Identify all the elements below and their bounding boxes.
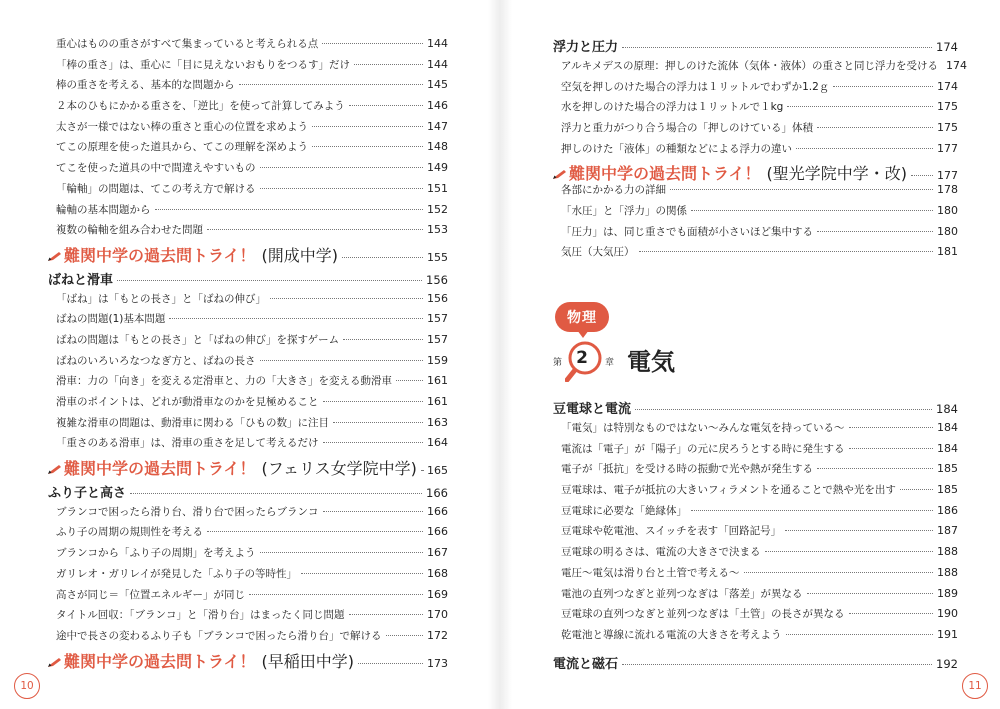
toc-trial-entry	[48, 649, 448, 670]
toc-entry-title: 複雑な滑車の問題は、動滑車に関わる「ひもの数」に注目	[56, 416, 329, 429]
toc-page-number: 159	[427, 353, 448, 367]
toc-entry-title: 太さが一様ではない棒の重さと重心の位置を求めよう	[56, 120, 308, 133]
pencil-icon	[48, 252, 61, 261]
toc-entry-title: 「圧力」は、同じ重さでも面積が小さいほど集中する	[561, 225, 813, 238]
toc-left-column	[48, 36, 448, 669]
toc-page-number: 172	[427, 628, 448, 642]
toc-entry	[48, 628, 448, 649]
toc-entry	[553, 79, 958, 100]
toc-entry	[48, 373, 448, 394]
dot-leader	[323, 511, 424, 512]
trial-label: 難関中学の過去問トライ！	[64, 245, 256, 265]
dot-leader	[691, 210, 933, 211]
toc-page-number: 184	[937, 421, 958, 434]
dot-leader	[260, 552, 424, 553]
toc-entry	[553, 244, 958, 265]
toc-entry-title	[48, 243, 338, 266]
toc-entry-title: 豆電球の明るさは、電流の大きさで決まる	[561, 546, 761, 559]
dot-leader	[849, 613, 934, 614]
toc-page-number: 185	[937, 483, 958, 497]
toc-page-number: 167	[427, 546, 448, 560]
page-number-left: 10	[14, 673, 40, 699]
toc-entry-title: タイトル回収：「ブランコ」と「滑り台」はまったく同じ問題	[56, 609, 345, 622]
toc-entry-title: ふり子と高さ	[48, 485, 127, 501]
toc-page-number: 155	[427, 250, 448, 264]
toc-entry-title: 押しのけた「液体」の種類などによる浮力の違い	[561, 142, 792, 155]
dot-leader	[312, 146, 423, 147]
toc-page-number: 168	[427, 566, 448, 580]
trial-school: (早稲田中学)	[261, 651, 355, 671]
dot-leader	[817, 231, 933, 232]
toc-page-number: 151	[427, 181, 448, 195]
toc-page-number: 181	[937, 245, 958, 259]
dot-leader	[343, 339, 423, 340]
toc-entry-title: ふり子の周期の規則性を考える	[56, 526, 203, 539]
toc-entry-title: ブランコで困ったら滑り台、滑り台で困ったらブランコ	[56, 505, 319, 518]
toc-page-number: 166	[427, 504, 448, 518]
toc-entry-title: 輪軸の基本問題から	[56, 203, 151, 216]
trial-school: (聖光学院中学・改)	[766, 164, 908, 184]
toc-entry	[553, 482, 958, 503]
dot-leader	[849, 427, 934, 428]
toc-entry	[48, 139, 448, 160]
toc-page-number: 147	[427, 119, 448, 133]
toc-page-number: 161	[427, 395, 448, 408]
toc-entry-title: 高さが同じ＝「位置エネルギー」が同じ	[56, 588, 245, 601]
toc-entry-title: 「電気」は特別なものではない〜みんな電気を持っている〜	[561, 422, 845, 434]
dot-leader	[260, 360, 424, 361]
toc-entry	[553, 224, 958, 245]
toc-page-number: 174	[936, 40, 958, 54]
toc-entry-title	[48, 649, 354, 672]
badge-tail	[577, 330, 589, 338]
chapter-number: 2	[576, 348, 588, 368]
toc-trial-entry	[48, 243, 448, 264]
toc-entry-title: ばねのいろいろなつなぎ方と、ばねの長さ	[56, 354, 256, 367]
chapter-badge: 物理	[555, 302, 609, 332]
toc-page-number: 174	[937, 79, 958, 93]
toc-page-number: 187	[937, 524, 958, 538]
toc-page-number: 174	[945, 59, 967, 72]
trial-school: (フェリス女学院中学)	[261, 459, 417, 479]
dot-leader	[807, 593, 934, 594]
dot-leader	[155, 209, 424, 210]
page-number-right: 11	[962, 673, 988, 699]
chapter-title: 電気	[627, 348, 675, 376]
toc-entry-title: てこの原理を使った道具から、てこの理解を深めよう	[56, 141, 308, 154]
toc-page-number: 156	[426, 272, 448, 287]
chapter-heading	[553, 300, 853, 385]
toc-entry-title: 電流は「電子」が「陽子」の元に戻ろうとする時に発生する	[561, 442, 845, 455]
toc-entry	[553, 627, 958, 648]
dot-leader	[386, 635, 424, 636]
toc-page-number: 180	[937, 224, 958, 238]
dot-leader	[358, 663, 423, 664]
toc-page-number: 148	[427, 140, 448, 154]
dot-leader	[130, 493, 422, 494]
toc-page-number: 175	[937, 121, 958, 135]
toc-entry	[48, 311, 448, 332]
toc-trial-entry	[553, 161, 958, 182]
toc-entry	[553, 203, 958, 224]
toc-page-number: 166	[426, 485, 448, 500]
toc-section-heading	[48, 482, 448, 504]
toc-entry-title: 電池の直列つなぎと並列つなぎは「落差」が異なる	[561, 587, 803, 600]
toc-page-number: 173	[427, 656, 448, 670]
toc-page-number: 191	[937, 627, 958, 641]
toc-entry	[48, 394, 448, 415]
dot-leader	[354, 64, 423, 65]
dot-leader	[849, 448, 934, 449]
toc-entry-title: 浮力と重力がつり合う場合の「押しのけている」体積	[561, 122, 813, 135]
toc-page-number: 156	[427, 291, 448, 305]
dot-leader	[785, 530, 933, 531]
toc-page-number: 149	[427, 161, 448, 175]
page-gutter	[488, 0, 512, 709]
toc-page-number: 186	[937, 503, 958, 517]
toc-entry	[553, 58, 967, 79]
toc-entry	[553, 544, 958, 565]
toc-entry-title: 電圧〜電気は滑り台と土管で考える〜	[561, 566, 740, 579]
dot-leader	[670, 189, 933, 190]
toc-entry	[48, 222, 448, 243]
trial-school: (開成中学)	[261, 245, 339, 265]
toc-entry-title: 豆電球に必要な「絶縁体」	[561, 504, 687, 517]
toc-entry	[48, 98, 448, 119]
dot-leader	[260, 167, 424, 168]
toc-entry	[48, 435, 448, 456]
toc-page-number: 163	[427, 415, 448, 429]
pencil-icon	[553, 170, 566, 179]
toc-entry-title: 浮力と圧力	[553, 40, 619, 55]
toc-entry	[553, 182, 958, 203]
toc-entry-title: 電流と磁石	[553, 656, 619, 672]
toc-page-number: 152	[427, 202, 448, 216]
dot-leader	[911, 175, 933, 176]
toc-page-number: 161	[427, 374, 448, 388]
trial-label: 難関中学の過去問トライ！	[64, 651, 256, 671]
toc-section-heading	[553, 398, 958, 420]
toc-entry-title: 滑車のポイントは、どれが動滑車なのかを見極めること	[56, 396, 319, 408]
toc-entry-title: 気圧（大気圧）	[561, 246, 635, 259]
toc-entry-title: 「輪軸」の問題は、てこの考え方で解ける	[56, 182, 256, 195]
toc-entry	[48, 160, 448, 181]
toc-right-top-column	[553, 36, 967, 265]
toc-section-heading	[48, 269, 448, 291]
dot-leader	[312, 126, 423, 127]
toc-entry-title: 豆電球の直列つなぎと並列つなぎは「土管」の長さが異なる	[561, 608, 845, 621]
toc-entry-title: 「水圧」と「浮力」の関係	[561, 204, 687, 217]
dot-leader	[833, 86, 933, 87]
dot-leader	[787, 106, 933, 107]
toc-page-number: 180	[937, 203, 958, 217]
toc-entry	[553, 461, 958, 482]
toc-entry	[553, 523, 958, 544]
toc-page-number: 177	[937, 169, 958, 183]
toc-entry-title: アルキメデスの原理：押しのけた流体（気体・液体）の重さと同じ浮力を受ける	[561, 60, 938, 72]
toc-page-number: 165	[427, 464, 448, 478]
toc-page-number: 175	[937, 100, 958, 114]
toc-page-number: 164	[427, 436, 448, 450]
toc-entry-title: 各部にかかる力の詳細	[561, 184, 666, 197]
toc-entry	[48, 524, 448, 545]
dot-leader	[639, 251, 934, 252]
toc-entry-title: 複数の輪軸を組み合わせた問題	[56, 224, 203, 237]
chapter-prefix: 第	[553, 358, 563, 368]
toc-entry	[48, 36, 448, 57]
toc-entry	[48, 353, 448, 374]
toc-entry-title: 「棒の重さ」は、重心に「目に見えないおもりをつるす」だけ	[56, 58, 350, 71]
dot-leader	[349, 105, 423, 106]
dot-leader	[421, 470, 423, 471]
toc-entry-title: ばねの問題(1)基本問題	[56, 313, 166, 326]
toc-page-number: 169	[427, 587, 448, 601]
trial-label: 難関中学の過去問トライ！	[569, 164, 761, 184]
toc-page-number: 188	[937, 545, 958, 559]
dot-leader	[270, 298, 423, 299]
toc-right-bottom-column	[553, 398, 958, 675]
pencil-icon	[48, 658, 61, 667]
toc-entry-title: 途中で長さの変わるふり子も「ブランコで困ったら滑り台」で解ける	[56, 629, 382, 642]
toc-entry-title: 棒の重さを考える、基本的な問題から	[56, 79, 235, 92]
toc-entry-title: 「重さのある滑車」は、滑車の重さを足して考えるだけ	[56, 437, 319, 450]
toc-page-number: 188	[937, 565, 958, 579]
dot-leader	[817, 127, 933, 128]
toc-page-number: 144	[427, 37, 448, 50]
dot-leader	[342, 257, 423, 258]
toc-page-number: 153	[427, 223, 448, 237]
dot-leader	[900, 489, 933, 490]
dot-leader	[796, 148, 933, 149]
toc-entry	[553, 565, 958, 586]
toc-page-number: 170	[427, 608, 448, 622]
toc-page-number: 145	[427, 78, 448, 92]
dot-leader	[622, 664, 932, 665]
toc-entry	[48, 415, 448, 436]
toc-entry-title: 乾電池と導線に流れる電流の大きさを考えよう	[561, 628, 782, 641]
toc-page-number: 189	[937, 586, 958, 600]
dot-leader	[207, 229, 423, 230]
toc-page-number: 144	[427, 57, 448, 71]
toc-entry	[48, 181, 448, 202]
toc-entry	[553, 503, 958, 524]
toc-entry	[553, 99, 958, 120]
toc-entry	[48, 504, 448, 525]
dot-leader	[744, 572, 934, 573]
toc-entry-title: 豆電球と電流	[553, 402, 632, 417]
toc-entry-title: ばねと滑車	[48, 272, 114, 288]
dot-leader	[622, 47, 932, 48]
toc-entry	[48, 587, 448, 608]
toc-entry-title: ブランコから「ふり子の周期」を考えよう	[56, 547, 256, 560]
dot-leader	[635, 409, 932, 410]
dot-leader	[239, 84, 424, 85]
toc-page-number: 184	[937, 441, 958, 455]
dot-leader	[765, 551, 934, 552]
toc-section-heading	[553, 36, 958, 58]
trial-label: 難関中学の過去問トライ！	[64, 459, 256, 479]
toc-entry-title: 豆電球は、電子が抵抗の大きいフィラメントを通ることで熱や光を出す	[561, 484, 896, 497]
dot-leader	[396, 380, 423, 381]
toc-entry	[553, 420, 958, 441]
toc-entry-title: 豆電球や乾電池、スイッチを表す「回路記号」	[561, 525, 782, 538]
toc-entry	[48, 202, 448, 223]
toc-entry	[48, 332, 448, 353]
toc-entry	[48, 119, 448, 140]
toc-page-number: 184	[936, 402, 958, 416]
toc-entry	[48, 545, 448, 566]
toc-entry-title	[48, 456, 417, 479]
toc-entry	[553, 606, 958, 627]
toc-entry	[48, 566, 448, 587]
toc-entry-title: ２本のひもにかかる重さを、「逆比」を使って計算してみよう	[56, 100, 345, 113]
toc-entry	[553, 120, 958, 141]
toc-entry	[48, 57, 448, 78]
toc-entry-title: 重心はものの重さがすべて集まっていると考えられる点	[56, 38, 319, 50]
dot-leader	[260, 188, 424, 189]
toc-page-number: 192	[936, 656, 958, 671]
toc-entry-title: 「ばね」は「もとの長さ」と「ばねの伸び」	[56, 292, 266, 305]
toc-entry-title: 空気を押しのけた場合の浮力は１リットルでわずか1.2ｇ	[561, 80, 830, 93]
dot-leader	[301, 573, 423, 574]
dot-leader	[323, 401, 424, 402]
toc-entry-title: 滑車：力の「向き」を変える定滑車と、力の「大きさ」を変える動滑車	[56, 375, 392, 388]
toc-entry	[553, 441, 958, 462]
toc-section-heading	[553, 653, 958, 675]
toc-page-number: 178	[937, 183, 958, 197]
toc-entry-title: ガリレオ・ガリレイが発見した「ふり子の等時性」	[56, 567, 297, 580]
toc-entry-title: てこを使った道具の中で間違えやすいもの	[56, 162, 256, 175]
dot-leader	[207, 531, 423, 532]
dot-leader	[786, 634, 934, 635]
toc-page-number: 185	[937, 462, 958, 476]
toc-page-number: 177	[937, 141, 958, 155]
toc-page-number: 190	[937, 607, 958, 621]
dot-leader	[169, 318, 423, 319]
toc-page-number: 166	[427, 525, 448, 539]
pencil-icon	[48, 465, 61, 474]
toc-entry	[553, 141, 958, 162]
toc-entry	[48, 607, 448, 628]
toc-page-number: 157	[427, 312, 448, 326]
toc-page-number: 157	[427, 332, 448, 346]
toc-entry-title: 水を押しのけた場合の浮力は１リットルで１kg	[561, 101, 784, 114]
dot-leader	[691, 510, 933, 511]
toc-entry-title: ばねの問題は「もとの長さ」と「ばねの伸び」を探すゲーム	[56, 333, 340, 346]
dot-leader	[349, 614, 423, 615]
dot-leader	[323, 442, 424, 443]
chapter-suffix: 章	[605, 358, 615, 368]
toc-entry	[48, 77, 448, 98]
dot-leader	[333, 422, 423, 423]
toc-trial-entry	[48, 456, 448, 477]
toc-page-number: 146	[427, 99, 448, 113]
toc-entry-title	[553, 161, 907, 184]
toc-entry	[48, 291, 448, 312]
dot-leader	[322, 43, 423, 44]
dot-leader	[117, 280, 422, 281]
dot-leader	[817, 468, 933, 469]
toc-entry-title: 電子が「抵抗」を受ける時の振動で光や熱が発生する	[561, 463, 813, 476]
toc-entry	[553, 586, 958, 607]
dot-leader	[249, 594, 423, 595]
